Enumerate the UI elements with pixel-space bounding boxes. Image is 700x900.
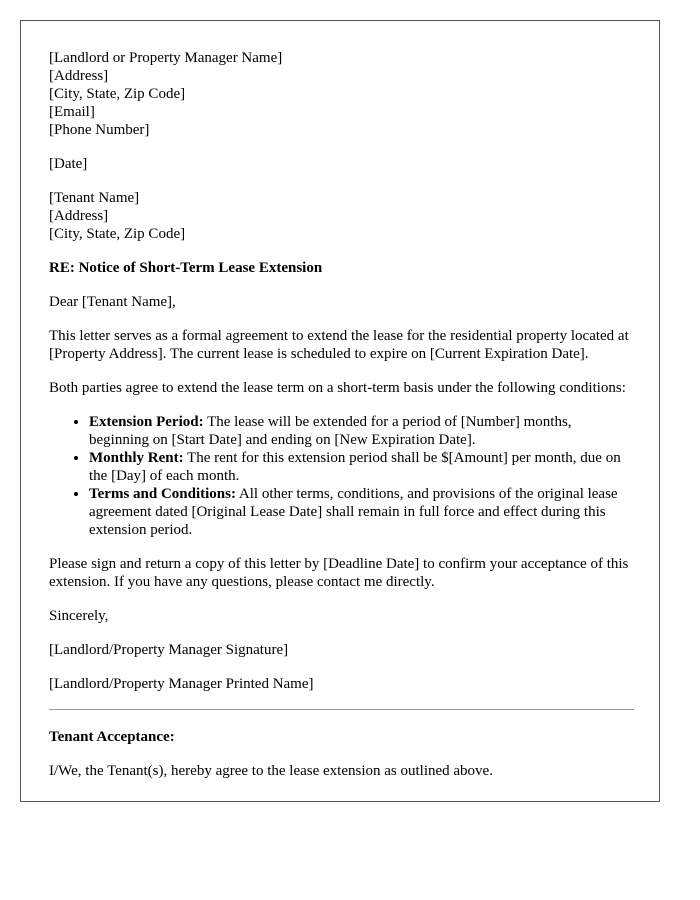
letter-date: [Date] bbox=[49, 156, 88, 172]
sender-block bbox=[49, 49, 634, 139]
condition-item-monthly-rent bbox=[89, 449, 634, 485]
condition-text: The lease will be extended for a period of [Number] months, beginning on [Start Date] and ending on [New Expiration Date]. bbox=[89, 414, 572, 448]
sender-city-state-zip: [City, State, Zip Code] bbox=[49, 86, 186, 102]
tenant-acceptance-heading: Tenant Acceptance: bbox=[49, 729, 175, 745]
condition-text: The rent for this extension period shall be $[Amount] per month, due on the [Day] of each month. bbox=[89, 450, 621, 484]
date-line bbox=[49, 155, 634, 173]
recipient-city-state-zip: [City, State, Zip Code] bbox=[49, 226, 186, 242]
recipient-address: [Address] bbox=[49, 208, 109, 224]
letter-page bbox=[20, 20, 660, 802]
printed-name-line: [Landlord/Property Manager Printed Name] bbox=[49, 676, 314, 692]
salutation: Dear [Tenant Name], bbox=[49, 294, 176, 310]
recipient-block bbox=[49, 189, 634, 243]
condition-item-terms bbox=[89, 485, 634, 539]
condition-item-extension-period bbox=[89, 413, 634, 449]
sender-name: [Landlord or Property Manager Name] bbox=[49, 50, 283, 66]
condition-label: Terms and Conditions: bbox=[89, 486, 236, 502]
condition-label: Extension Period: bbox=[89, 414, 204, 430]
sender-address: [Address] bbox=[49, 68, 109, 84]
closing: Sincerely, bbox=[49, 608, 109, 624]
conditions-list bbox=[49, 413, 634, 539]
intro-paragraph: This letter serves as a formal agreement to extend the lease for the residential property located at [Property Address]. The current lease is scheduled to expire on [Current Expiration Date]. bbox=[49, 328, 629, 362]
signature-line: [Landlord/Property Manager Signature] bbox=[49, 642, 289, 658]
section-divider bbox=[49, 709, 634, 710]
closing-request-paragraph: Please sign and return a copy of this letter by [Deadline Date] to confirm your acceptance of this extension. If you have any questions, please contact me directly. bbox=[49, 556, 629, 590]
subject-line: RE: Notice of Short-Term Lease Extension bbox=[49, 260, 323, 276]
conditions-intro-paragraph: Both parties agree to extend the lease term on a short-term basis under the following conditions: bbox=[49, 380, 626, 396]
condition-text: All other terms, conditions, and provisions of the original lease agreement dated [Original Lease Date] shall remain in full force and effect during this extension period. bbox=[89, 486, 618, 538]
sender-email: [Email] bbox=[49, 104, 95, 120]
condition-label: Monthly Rent: bbox=[89, 450, 184, 466]
letter-content bbox=[49, 49, 634, 796]
sender-phone: [Phone Number] bbox=[49, 122, 150, 138]
recipient-name: [Tenant Name] bbox=[49, 190, 140, 206]
tenant-acceptance-text: I/We, the Tenant(s), hereby agree to the lease extension as outlined above. bbox=[49, 763, 493, 779]
